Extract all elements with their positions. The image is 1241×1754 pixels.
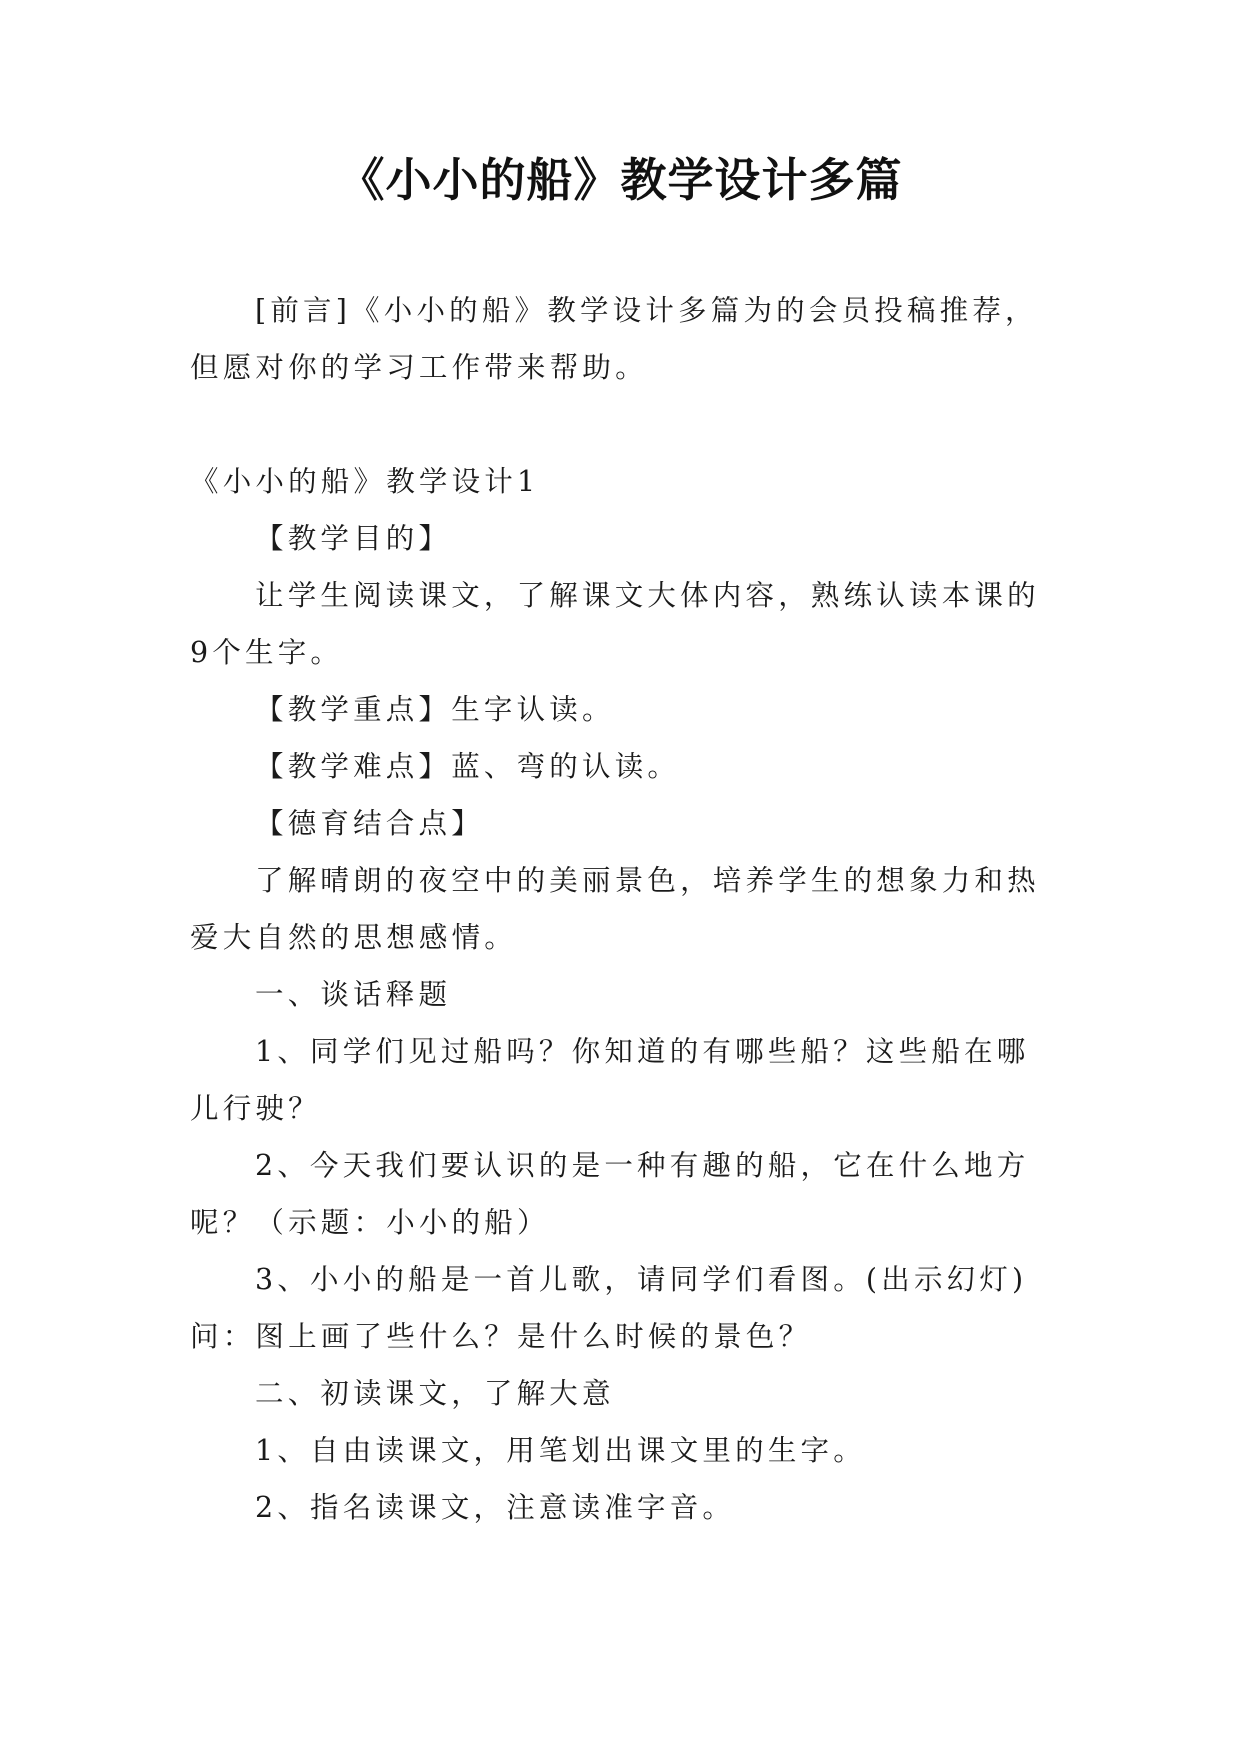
teaching-focus: 【教学重点】生字认读。	[255, 693, 615, 726]
part-one-item-1: 1、同学们见过船吗？你知道的有哪些船？这些船在哪儿行驶？	[190, 1035, 1030, 1125]
teaching-goal-heading: 【教学目的】	[255, 522, 452, 555]
preface-paragraph: [前言]《小小的船》教学设计多篇为的会员投稿推荐，但愿对你的学习工作带来帮助。	[190, 294, 1038, 384]
document-body	[190, 282, 1050, 1536]
teaching-goal-text: 让学生阅读课文，了解课文大体内容，熟练认读本课的9个生字。	[190, 579, 1040, 669]
moral-education-heading: 【德育结合点】	[255, 807, 484, 840]
part-one-item-3: 3、小小的船是一首儿歌，请同学们看图。(出示幻灯)问：图上画了些什么？是什么时候的景色？	[190, 1263, 1028, 1353]
moral-education-text: 了解晴朗的夜空中的美丽景色，培养学生的想象力和热爱大自然的思想感情。	[190, 864, 1040, 954]
section-heading: 《小小的船》教学设计1	[190, 465, 540, 498]
part-one-item-2: 2、今天我们要认识的是一种有趣的船，它在什么地方呢？（示题：小小的船）	[190, 1149, 1030, 1239]
document-title: 《小小的船》教学设计多篇	[338, 153, 903, 207]
part-two-heading: 二、初读课文，了解大意	[255, 1377, 615, 1410]
part-one-heading: 一、谈话释题	[255, 978, 452, 1011]
part-two-item-2: 2、指名读课文，注意读准字音。	[255, 1491, 736, 1524]
teaching-difficulty: 【教学难点】蓝、弯的认读。	[255, 750, 681, 783]
part-two-item-1: 1、自由读课文，用笔划出课文里的生字。	[255, 1434, 866, 1467]
